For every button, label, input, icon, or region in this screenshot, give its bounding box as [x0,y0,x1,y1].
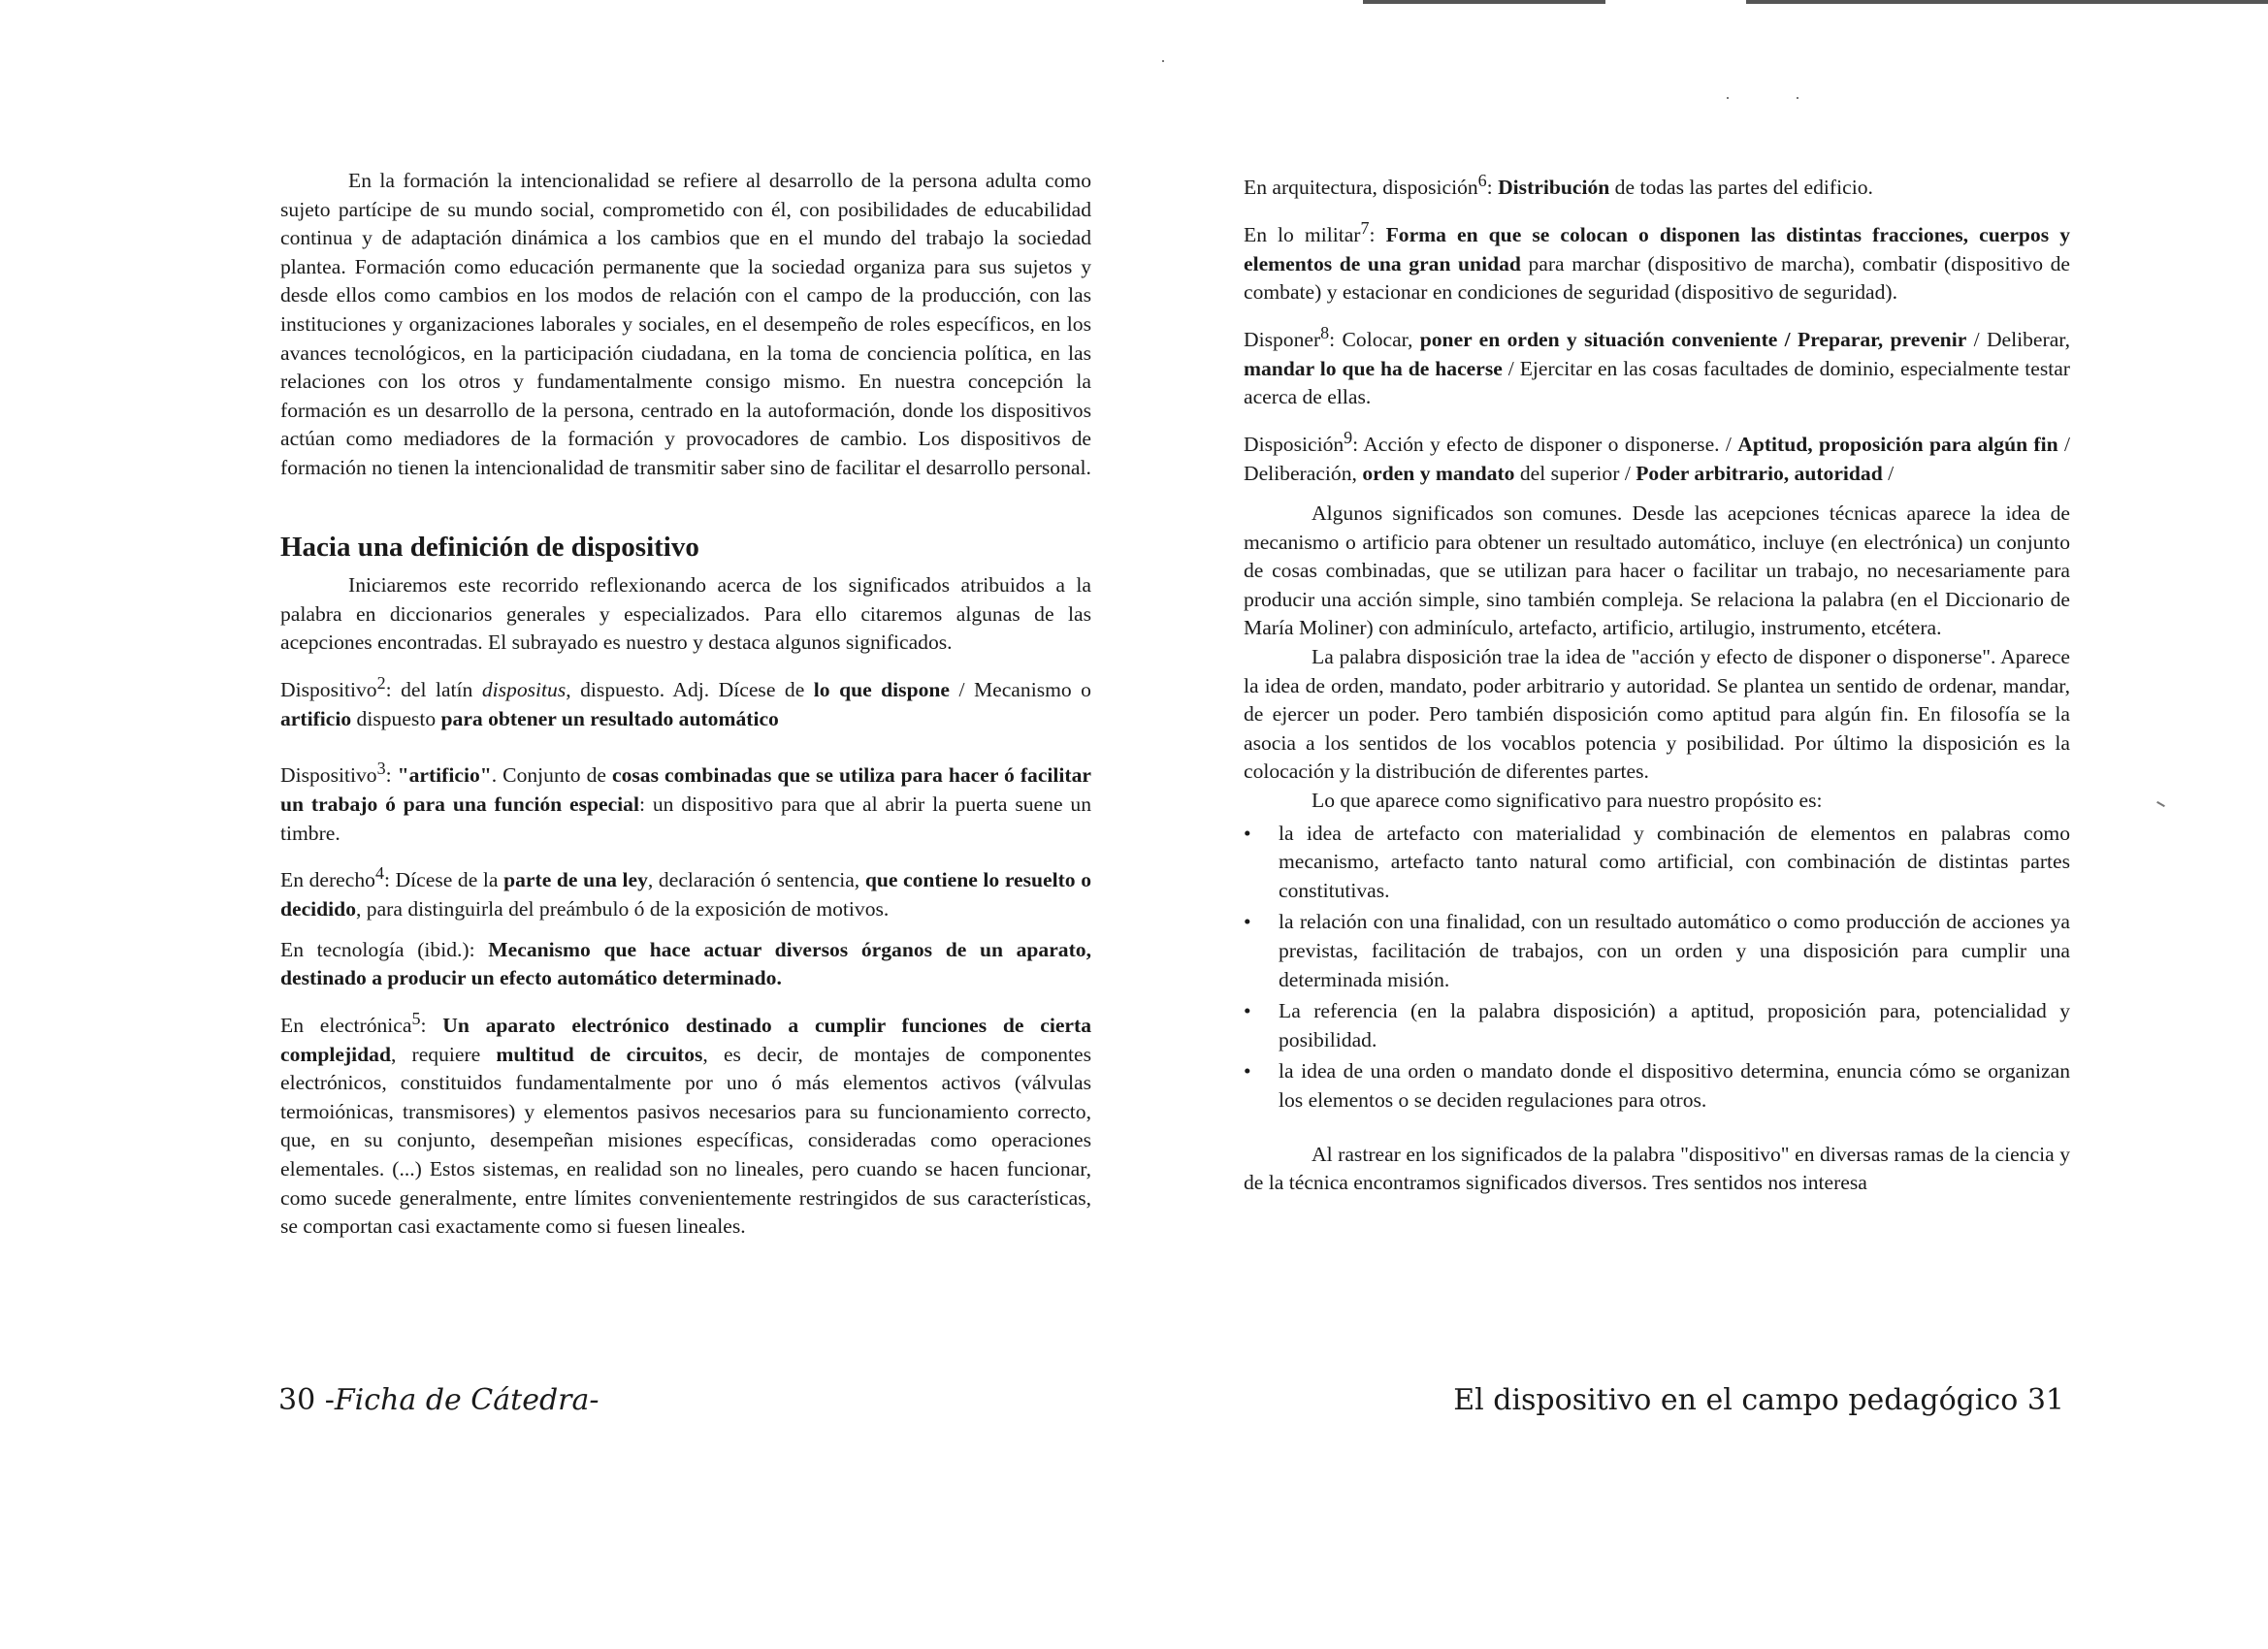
bullet-list [1244,820,2070,1116]
bullet-icon: • [1244,1059,1251,1083]
scan-speck [1727,97,1729,99]
list-item: • la idea de artefacto con materialidad y combinación de elementos en palabras como mecanismo, artefacto tanto natural como artificial, con combinación de distintas partes constitutivas. [1244,821,2070,902]
bullet-icon: • [1244,910,1251,934]
right-page [1244,167,2070,1198]
definition-dispositivo-latin: Dispositivo$^2$: del latín dispositus, dispuesto. Adj. Dícese de lo que dispone / Mecanismo o artificio dispuesto para obtener un resultado automático [280,672,1091,730]
left-page-footer: 30 -Ficha de Cátedra- [278,1383,599,1417]
definition-derecho: En derecho$^4$: Dícese de la parte de una ley, declaración ó sentencia, que contiene lo resuelto o decidido, para distinguirla del preámbulo ó de la exposición de motivos. [280,863,1091,922]
scan-artifact-line [1746,0,2268,4]
definition-militar: En lo militar$^7$: Forma en que se colocan o disponen las distintas fracciones, cuerpos y elementos de una gran unidad para marchar (dispositivo de marcha), combatir (dispositivo de combate) y estacionar en condiciones de seguridad (dispositivo de seguridad). [1244,217,2070,305]
lead-paragraph: Iniciaremos este recorrido reflexionando acerca de los significados atribuidos a la palabra en diccionarios generales y especializados. Para ello citaremos algunas de las acepciones encontradas. El subrayado es nuestro y destaca algunos significados. [280,573,1091,655]
list-item: • la idea de una orden o mandato donde el dispositivo determina, enuncia cómo se organizan los elementos o se deciden regulaciones para otros. [1244,1059,2070,1112]
intro-paragraph: En la formación la intencionalidad se refiere al desarrollo de la persona adulta como sujeto partícipe de su mundo social, comprometido con él, con posibilidades de educabilidad continua y de adaptación dinámica a los cambios que en el mundo del trabajo la sociedad plantea. Formación como educación permanente que la sociedad organiza para sus sujetos y desde ellos como cambios en los modos de relación con el campo de la producción, con las instituciones y organizaciones laborales y sociales, en el desempeño de roles específicos, en los avances tecnológicos, en la participación ciudadana, en la toma de conciencia política, en las relaciones con los otros y fundamentalmente consigo mismo. En nuestra concepción la formación es un desarrollo de la persona, centrado en la autoformación, donde los dispositivos actúan como mediadores de la formación y provocadores de cambio. Los dispositivos de formación no tienen la intencionalidad de transmitir saber sino de facilitar el desarrollo personal. [280,169,1091,479]
definition-disposicion: Disposición$^9$: Acción y efecto de disponer o disponerse. / Aptitud, proposición para algún fin / Deliberación, orden y mandato del superior / Poder arbitrario, autoridad / [1244,427,2070,485]
right-page-footer: El dispositivo en el campo pedagógico 31 [1453,1383,2064,1417]
scan-speck [1797,97,1798,99]
bullet-icon: • [1244,999,1251,1023]
definition-electronica: En electrónica$^5$: Un aparato electrónico destinado a cumplir funciones de cierta complejidad, requiere multitud de circuitos, es decir, de montajes de componentes electrónicos, constituidos fundamentalmente por uno ó más elementos activos (válvulas termoiónicas, transmisores) y elementos pasivos necesarios para su funcionamiento correcto, que, en su conjunto, desempeñan misiones específicas, consideradas como operaciones elementales. (...) Estos sistemas, en realidad son no lineales, pero cuando se hacen funcionar, como sucede generalmente, entre límites convenientemente restringidos de sus características, se comportan casi exactamente como si fuesen lineales. [280,1008,1092,1239]
definition-dispositivo-artificio: Dispositivo$^3$: "artificio". Conjunto de cosas combinadas que se utiliza para hacer ó facilitar un trabajo ó para una función especial: un dispositivo para que al abrir la puerta suene un timbre. [280,759,1092,845]
body-paragraph: Lo que aparece como significativo para nuestro propósito es: [1312,789,1823,813]
list-item: • La referencia (en la palabra disposición) a aptitud, proposición para, potencialidad y posibilidad. [1244,999,2070,1051]
body-paragraph: Al rastrear en los significados de la palabra "dispositivo" en diversas ramas de la ciencia y de la técnica encontramos significados diversos. Tres sentidos nos interesa [1244,1142,2070,1195]
bullet-icon: • [1244,821,1251,845]
body-paragraph: Algunos significados son comunes. Desde las acepciones técnicas aparece la idea de mecanismo o artificio para obtener un resultado automático, incluye (en electrónica) un conjunto de cosas combinadas, que se utilizan para hacer o facilitar un trabajo, no necesariamente para producir una acción simple, sino también compleja. Se relaciona la palabra (en el Diccionario de María Moliner) con adminículo, artefacto, artificio, artilugio, instrumento, etcétera. [1244,501,2070,640]
definition-disponer: Disponer$^8$: Colocar, poner en orden y situación conveniente / Preparar, prevenir / Deliberar, mandar lo que ha de hacerse / Ejercitar en las cosas facultades de dominio, especialmente testar acerca de ellas. [1244,322,2071,409]
scan-artifact-line [1363,0,1605,4]
list-item: • la relación con una finalidad, con un resultado automático o como producción de acciones ya previstas, facilitación de trabajos, con un orden y una disposición para cumplir una determinada misión. [1244,910,2070,991]
scan-speck [2156,801,2165,807]
page-number-left: 30 - [278,1383,335,1417]
left-page [280,167,1091,1242]
publication-title: Ficha de Cátedra [334,1383,590,1417]
definition-tecnologia: En tecnología (ibid.): Mecanismo que hace actuar diversos órganos de un aparato, destinado a producir un efecto automático determinado. [280,937,1091,990]
definition-arquitectura: En arquitectura, disposición$^6$: Distribución de todas las partes del edificio. [1244,171,1873,200]
scan-speck [1162,60,1164,62]
body-paragraph: La palabra disposición trae la idea de "acción y efecto de disponer o disponerse". Aparece la idea de orden, mandato, poder arbitrario y autoridad. Se plantea un sentido de ordenar, mandar, de ejercer un poder. Pero también disposición como aptitud para algún fin. En filosofía se la asocia a los sentidos de los vocablos potencia y posibilidad. Por último la disposición es la colocación y la distribución de diferentes partes. [1244,645,2070,784]
section-heading: Hacia una definición de dispositivo [280,531,699,563]
